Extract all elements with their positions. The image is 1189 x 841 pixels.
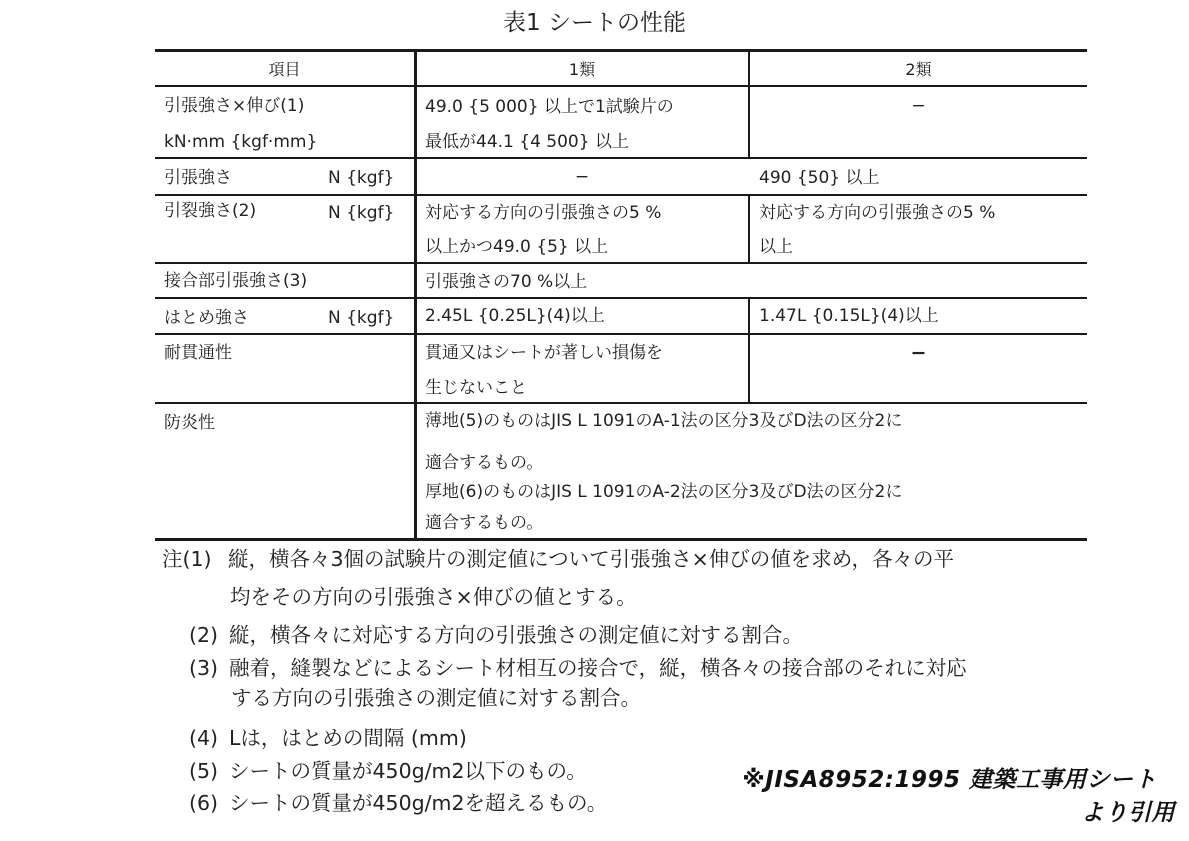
item-unit: N {kgf} bbox=[328, 308, 395, 328]
item-label: 引張強さ×伸び(1) bbox=[164, 96, 305, 116]
note-label: (6) bbox=[189, 791, 219, 815]
class2-value: 対応する方向の引張強さの5 % bbox=[759, 203, 996, 223]
citation-line-1: ※JISA8952:1995 建築工事用シート bbox=[742, 767, 1157, 793]
row-rule bbox=[155, 333, 1087, 335]
header-bottom-rule bbox=[155, 85, 1087, 87]
class1-value: 生じないこと bbox=[425, 378, 527, 398]
class1-value: 対応する方向の引張強さの5 % bbox=[425, 203, 662, 223]
item-unit: N {kgf} bbox=[328, 203, 395, 223]
item-column-rule bbox=[414, 50, 417, 540]
table-top-rule bbox=[155, 49, 1087, 52]
header-item: 項目 bbox=[268, 60, 301, 79]
note-label: (2) bbox=[189, 623, 219, 647]
note-label: (4) bbox=[189, 726, 219, 750]
item-label: はとめ強さ bbox=[164, 308, 249, 328]
merged-value: 適合するもの。 bbox=[425, 513, 544, 533]
note-text: 縦，横各々3個の試験片の測定値について引張強さ×伸びの値を求め，各々の平 bbox=[228, 547, 954, 571]
item-label: 引張強さ bbox=[164, 168, 232, 188]
class1-value: 最低が44.1 {4 500} 以上 bbox=[425, 132, 629, 152]
class2-value: 1.47L {0.15L}(4)以上 bbox=[759, 306, 939, 326]
merged-value: 適合するもの。 bbox=[425, 453, 544, 473]
merged-value: 薄地(5)のものはJIS L 1091のA-1法の区分3及びD法の区分2に bbox=[425, 411, 903, 431]
item-unit: N {kgf} bbox=[328, 168, 395, 188]
merged-value: 厚地(6)のものはJIS L 1091のA-2法の区分3及びD法の区分2に bbox=[425, 482, 903, 502]
citation-line-2: より引用 bbox=[1081, 800, 1175, 826]
table-bottom-rule bbox=[155, 538, 1087, 541]
merged-value: 引張強さの70 %以上 bbox=[425, 272, 588, 292]
note-label: (3) bbox=[189, 656, 219, 680]
class2-value: − bbox=[910, 342, 927, 364]
class2-value: 490 {50} 以上 bbox=[759, 168, 880, 188]
note-label: 注(1) bbox=[162, 547, 212, 571]
class1-value: 以上かつ49.0 {5} 以上 bbox=[425, 237, 609, 257]
class1-value: 2.45L {0.25L}(4)以上 bbox=[425, 306, 605, 326]
item-unit: kN·mm {kgf·mm} bbox=[164, 132, 318, 152]
row-rule bbox=[155, 157, 1087, 159]
note-text: 融着，縫製などによるシート材相互の接合で，縦，横各々の接合部のそれに対応 bbox=[229, 656, 967, 680]
note-text: Lは，はとめの間隔 (mm) bbox=[229, 726, 467, 750]
class2-value: 以上 bbox=[759, 237, 793, 257]
row-rule bbox=[155, 297, 1087, 299]
item-label: 防炎性 bbox=[164, 413, 215, 433]
class1-value: − bbox=[574, 167, 590, 187]
class-column-rule bbox=[748, 194, 750, 263]
class1-value: 貫通又はシートが著しい損傷を bbox=[425, 343, 663, 363]
note-label: (5) bbox=[189, 759, 219, 783]
row-rule bbox=[155, 402, 1087, 404]
header-class2: 2類 bbox=[905, 60, 932, 79]
note-text: 縦，横各々に対応する方向の引張強さの測定値に対する割合。 bbox=[229, 623, 803, 647]
item-label: 引裂強さ(2) bbox=[164, 201, 257, 221]
item-label: 接合部引張強さ(3) bbox=[164, 271, 308, 291]
row-rule bbox=[155, 194, 1087, 196]
note-text: する方向の引張強さの測定値に対する割合。 bbox=[231, 686, 641, 710]
class2-value: − bbox=[911, 96, 926, 116]
note-text: シートの質量が450g/m2を超えるもの。 bbox=[229, 791, 608, 815]
table-title: 表1 シートの性能 bbox=[503, 10, 686, 36]
row-rule bbox=[155, 262, 1087, 264]
header-class1: 1類 bbox=[568, 60, 596, 79]
note-text: 均をその方向の引張強さ×伸びの値とする。 bbox=[230, 585, 637, 609]
class1-value: 49.0 {5 000} 以上で1試験片の bbox=[425, 97, 674, 117]
note-text: シートの質量が450g/m2以下のもの。 bbox=[229, 759, 587, 783]
item-label: 耐貫通性 bbox=[164, 343, 232, 363]
